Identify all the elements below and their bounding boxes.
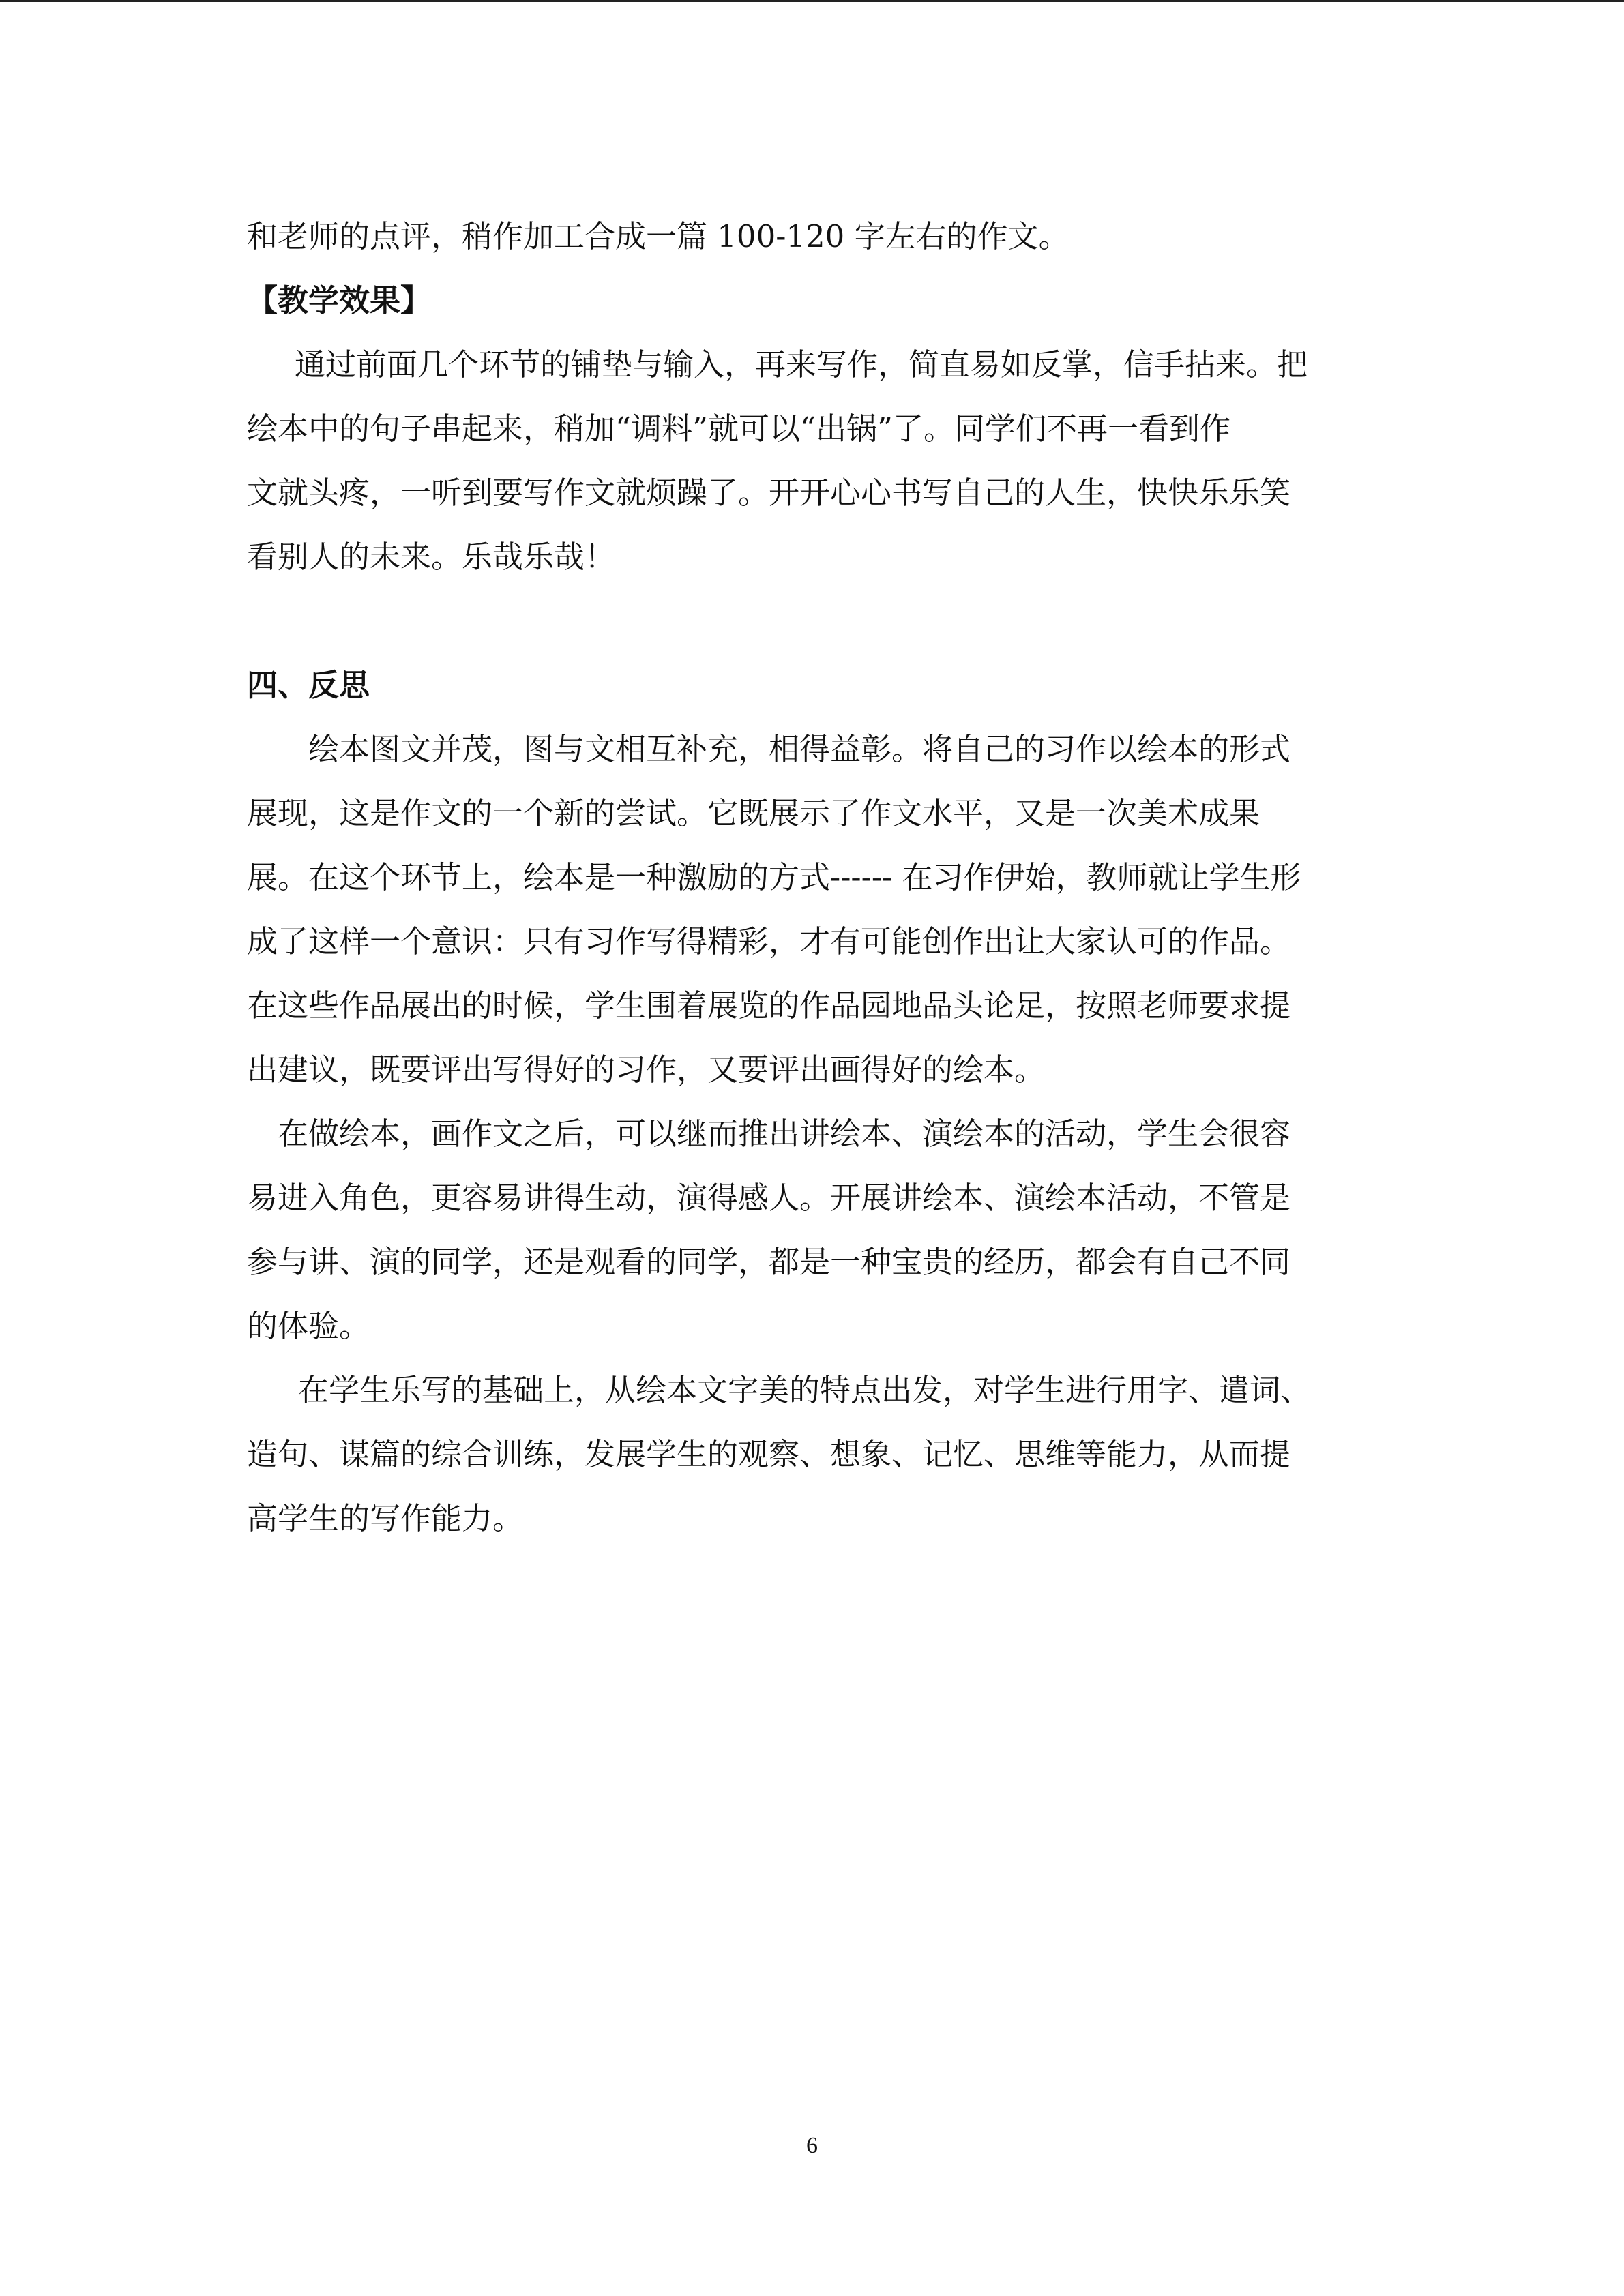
text-line: 的体验。 bbox=[247, 1308, 370, 1344]
section-heading-teaching-effect: 【教学效果】 bbox=[247, 282, 432, 318]
text-line: 在这些作品展出的时候，学生围着展览的作品园地品头论足，按照老师要求提 bbox=[247, 987, 1291, 1024]
text-line: 成了这样一个意识：只有习作写得精彩，才有可能创作出让大家认可的作品。 bbox=[247, 923, 1291, 959]
text-line: 易进入角色，更容易讲得生动，演得感人。开展讲绘本、演绘本活动，不管是 bbox=[247, 1180, 1291, 1216]
text-line: 通过前面几个环节的铺垫与输入，再来写作，简直易如反掌，信手拈来。把 bbox=[295, 346, 1308, 383]
section-heading-reflection: 四、反思 bbox=[247, 667, 370, 703]
text-line: 高学生的写作能力。 bbox=[247, 1500, 524, 1536]
page-number: 6 bbox=[806, 2133, 818, 2158]
text-line: 造句、谋篇的综合训练，发展学生的观察、想象、记忆、思维等能力，从而提 bbox=[247, 1436, 1291, 1472]
text-line: 绘本中的句子串起来，稍加“调料”就可以“出锅”了。同学们不再一看到作 bbox=[247, 411, 1231, 447]
text-line: 在学生乐写的基础上，从绘本文字美的特点出发，对学生进行用字、遣词、 bbox=[298, 1372, 1312, 1408]
text-line: 在做绘本，画作文之后，可以继而推出讲绘本、演绘本的活动，学生会很容 bbox=[278, 1116, 1291, 1152]
page-top-border bbox=[0, 0, 1624, 2]
text-line: 文就头疼，一听到要写作文就烦躁了。开开心心书写自己的人生，快快乐乐笑 bbox=[247, 475, 1291, 511]
text-line: 和老师的点评，稍作加工合成一篇 100-120 字左右的作文。 bbox=[247, 218, 1069, 254]
text-line: 出建议，既要评出写得好的习作，又要评出画得好的绘本。 bbox=[247, 1052, 1046, 1088]
text-line: 绘本图文并茂，图与文相互补充，相得益彰。将自己的习作以绘本的形式 bbox=[308, 731, 1291, 767]
text-line: 参与讲、演的同学，还是观看的同学，都是一种宝贵的经历，都会有自己不同 bbox=[247, 1244, 1291, 1280]
text-line: 看别人的未来。乐哉乐哉！ bbox=[247, 539, 616, 575]
text-line: 展现，这是作文的一个新的尝试。它既展示了作文水平，又是一次美术成果 bbox=[247, 795, 1260, 831]
section-gap bbox=[247, 589, 1393, 653]
document-body bbox=[247, 205, 1393, 1551]
text-line: 展。在这个环节上，绘本是一种激励的方式------ 在习作伊始，教师就让学生形 bbox=[247, 859, 1301, 895]
